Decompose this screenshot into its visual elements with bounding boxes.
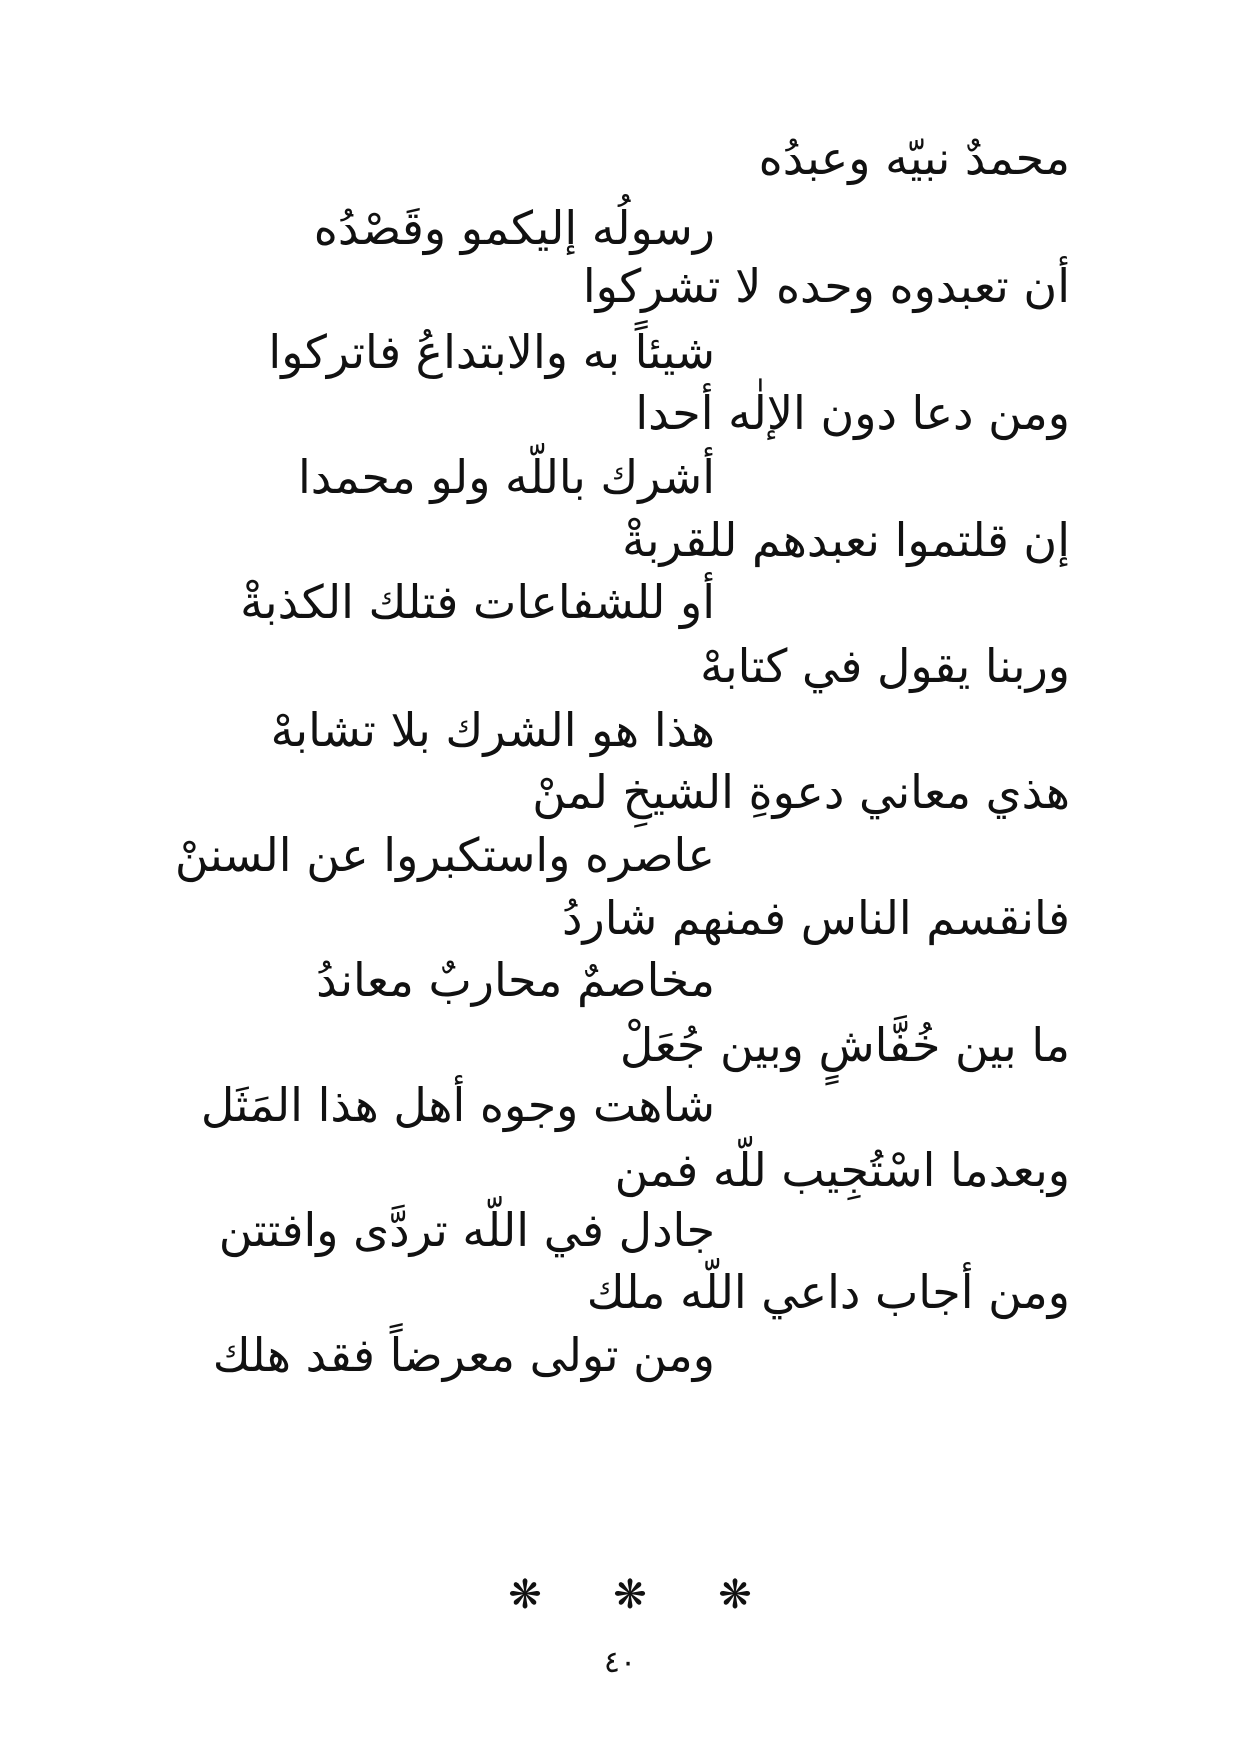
verse-line-7: إن قلتموا نعبدهم للقربةْ xyxy=(622,513,1070,567)
verse-line-14: مخاصمٌ محاربٌ معاندُ xyxy=(316,953,715,1007)
verse-line-3: أن تعبدوه وحده لا تشركوا xyxy=(582,259,1070,313)
verse-line-2: رسولُه إليكمو وقَصْدُه xyxy=(313,201,715,255)
page-number: ٤٠ xyxy=(603,1645,637,1680)
verse-line-19: ومن أجاب داعي اللّه ملك xyxy=(586,1265,1070,1319)
verse-line-10: هذا هو الشرك بلا تشابهْ xyxy=(270,703,715,757)
verse-line-18: جادل في اللّه تردَّى وافتتن xyxy=(218,1203,715,1257)
verse-line-1: محمدٌ نبيّه وعبدُه xyxy=(758,131,1070,185)
asterism-icon: ❋ xyxy=(613,1572,647,1618)
verse-line-17: وبعدما اسْتُجِيب للّه فمن xyxy=(614,1143,1070,1197)
verse-line-13: فانقسم الناس فمنهم شاردُ xyxy=(562,891,1070,945)
asterism-icon: ❋ xyxy=(718,1572,752,1618)
verse-line-4: شيئاً به والابتداعُ فاتركوا xyxy=(268,325,715,379)
verse-line-15: ما بين خُفَّاشٍ وبين جُعَلْ xyxy=(619,1018,1070,1072)
verse-line-5: ومن دعا دون الإلٰه أحدا xyxy=(635,386,1070,440)
verse-line-11: هذي معاني دعوةِ الشيخِ لمنْ xyxy=(532,765,1070,819)
asterism-icon: ❋ xyxy=(508,1572,542,1618)
verse-line-6: أشرك باللّه ولو محمدا xyxy=(297,450,715,504)
verse-line-16: شاهت وجوه أهل هذا المَثَل xyxy=(200,1078,715,1132)
verse-line-12: عاصره واستكبروا عن السننْ xyxy=(174,828,715,882)
section-separator xyxy=(500,1565,760,1625)
verse-line-9: وربنا يقول في كتابهْ xyxy=(700,639,1070,693)
verse-line-20: ومن تولى معرضاً فقد هلك xyxy=(212,1328,715,1382)
verse-line-8: أو للشفاعات فتلك الكذبةْ xyxy=(240,575,715,629)
